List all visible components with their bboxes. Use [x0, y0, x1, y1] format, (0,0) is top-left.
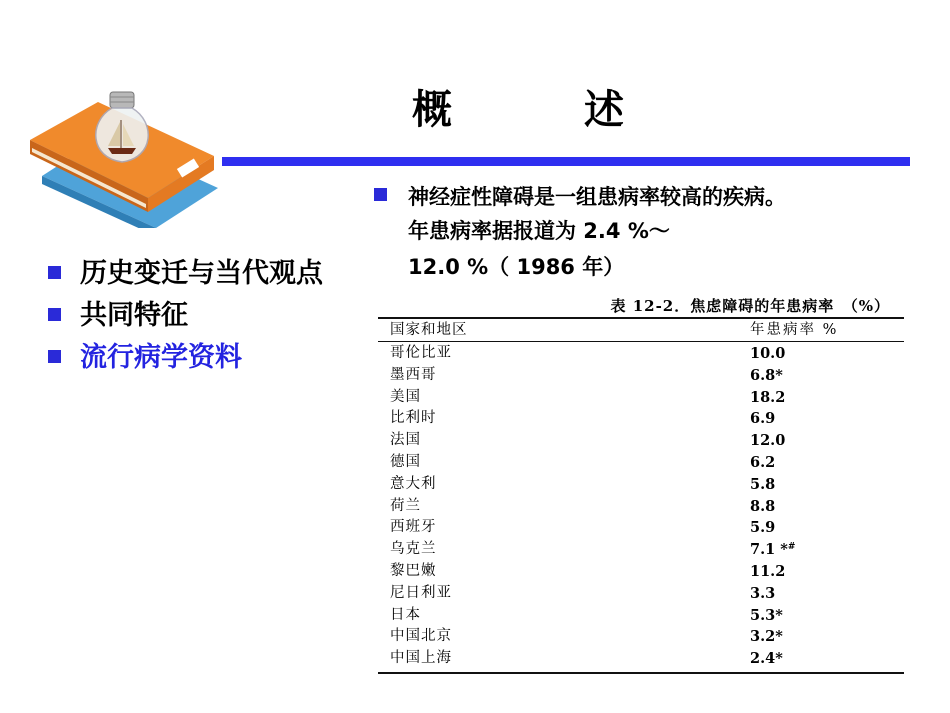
table-row	[378, 517, 904, 539]
cell-rate: 10.0	[750, 345, 786, 362]
table-row	[378, 496, 904, 518]
cell-country: 意大利	[390, 475, 437, 492]
header-rate: 年患病率 %	[750, 322, 839, 338]
cell-rate: 12.0	[750, 432, 786, 450]
cell-country: 尼日利亚	[390, 584, 452, 601]
title-underline-bar	[222, 157, 910, 166]
table-body	[378, 342, 904, 672]
table-row	[378, 561, 904, 583]
cell-rate: 11.2	[750, 562, 786, 580]
topic-item-features[interactable]	[48, 296, 323, 338]
cell-rate: 6.8*	[750, 366, 783, 384]
cell-country: 荷兰	[390, 497, 421, 514]
table-row	[378, 387, 904, 409]
cell-country: 法国	[390, 432, 421, 449]
table-row	[378, 365, 904, 387]
summary-line-1: 神经症性障碍是一组患病率较高的疾病。	[408, 185, 786, 209]
cell-country: 中国北京	[390, 628, 452, 645]
cell-rate: 8.8	[750, 497, 776, 515]
table-row	[378, 430, 904, 452]
cell-country: 哥伦比亚	[390, 345, 452, 361]
prevalence-table	[378, 295, 904, 674]
cell-country: 西班牙	[390, 519, 437, 536]
cell-rate: 5.8	[750, 475, 776, 493]
cell-rate: 7.1 *#	[750, 541, 796, 559]
table-row	[378, 408, 904, 430]
table-row	[378, 539, 904, 561]
table-bottom-rule	[378, 672, 904, 674]
slide-title: 概 述	[412, 87, 670, 133]
cell-rate: 18.2	[750, 388, 786, 406]
square-bullet-icon	[374, 188, 387, 201]
topic-label: 共同特征	[80, 300, 188, 331]
table-caption: 表 12-2．焦虑障碍的年患病率 （%）	[610, 297, 890, 315]
table-row	[378, 626, 904, 648]
header-country: 国家和地区	[390, 322, 468, 338]
topic-item-history[interactable]	[48, 254, 323, 296]
cell-country: 美国	[390, 388, 421, 405]
cell-country: 比利时	[390, 410, 437, 427]
topic-item-epidemiology[interactable]	[48, 338, 323, 380]
cell-rate: 6.9	[750, 410, 776, 428]
cell-country: 德国	[390, 453, 421, 470]
cell-country: 中国上海	[390, 650, 452, 667]
cell-country: 墨西哥	[390, 366, 437, 383]
cell-country: 黎巴嫩	[390, 562, 437, 579]
table-header-row	[378, 319, 904, 341]
books-lightbulb-icon	[28, 88, 220, 228]
cell-rate: 5.9	[750, 519, 776, 537]
summary-line-2: 年患病率据报道为 2.4 %～	[408, 219, 670, 243]
topic-list	[48, 254, 323, 380]
summary-bullet	[374, 180, 914, 284]
cell-rate: 5.3*	[750, 606, 783, 624]
topic-label: 历史变迁与当代观点	[80, 258, 323, 289]
table-row	[378, 648, 904, 670]
table-row	[378, 452, 904, 474]
topic-label: 流行病学资料	[80, 342, 242, 373]
square-bullet-icon	[48, 266, 61, 279]
square-bullet-icon	[48, 350, 61, 363]
cell-rate: 3.3	[750, 584, 776, 602]
cell-rate: 6.2	[750, 453, 776, 471]
summary-line-3: 12.0 %（ 1986 年）	[408, 255, 625, 279]
square-bullet-icon	[48, 308, 61, 321]
table-row	[378, 583, 904, 605]
cell-country: 乌克兰	[390, 541, 437, 558]
cell-rate: 2.4*	[750, 650, 783, 668]
table-row	[378, 343, 904, 365]
cell-rate: 3.2*	[750, 628, 783, 646]
table-row	[378, 474, 904, 496]
table-row	[378, 605, 904, 627]
cell-country: 日本	[390, 606, 421, 623]
